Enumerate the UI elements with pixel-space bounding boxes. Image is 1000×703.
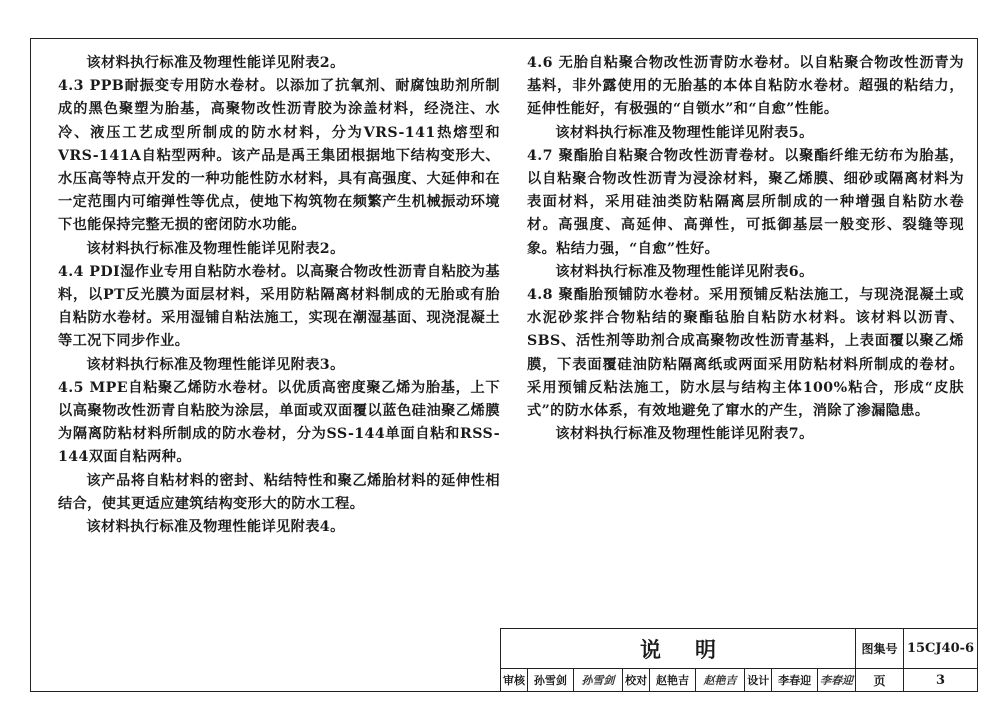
right-para-4: 4.8 聚酯胎预铺防水卷材。采用预铺反粘法施工，与现浇混凝土或水泥砂浆拌合物粘结的聚酯毡胎自粘防水材料。该材料以沥青、SBS、活性剂等助剂合成高聚物改性沥青基料，上表面覆以聚乙烯膜，下表面覆硅油防粘隔离纸或两面采用防粘材料所制成的卷材。采用预铺反粘法施工，防水层与结构主体100%粘合，形成“皮肤式”的防水体系，有效地避免了窜水的产生，消除了渗漏隐患。 (527, 287, 964, 420)
design-signature: 李春迎 (820, 674, 853, 687)
page-number: 3 (904, 669, 978, 691)
title-block (500, 628, 978, 692)
review-name: 孙雪剑 (528, 669, 574, 691)
left-para-6: 该产品将自粘材料的密封、粘结特性和聚乙烯胎材料的延伸性相结合，使其更适应建筑结构变形大的防水工程。 (58, 472, 500, 512)
check-label: 校对 (623, 669, 650, 691)
signature-row (501, 669, 856, 691)
left-para-0: 该材料执行标准及物理性能详见附表2。 (86, 55, 345, 71)
left-column (58, 52, 500, 539)
page-label: 页 (856, 669, 904, 691)
drawing-title: 说明 (501, 629, 856, 669)
review-signature: 孙雪剑 (574, 669, 623, 691)
right-para-0: 4.6 无胎自粘聚合物改性沥青防水卷材。以自粘聚合物改性沥青为基料，非外露使用的无胎基的本体自粘防水卷材。超强的粘结力，延伸性能好，有极强的“自锁水”和“自愈”性能。 (527, 55, 964, 118)
check-signature: 赵艳吉 (696, 669, 745, 691)
atlas-number-label: 图集号 (856, 629, 904, 669)
left-para-2: 该材料执行标准及物理性能详见附表2。 (86, 240, 345, 257)
right-para-2: 4.7 聚酯胎自粘聚合物改性沥青卷材。以聚酯纤维无纺布为胎基，以自粘聚合物改性沥青为浸涂材料，聚乙烯膜、细砂或隔离材料为表面材料，采用硅油类防粘隔离层所制成的一种增强自粘防水卷材。高强度、高延伸、高弹性，可抵御基层一般变形、裂缝等现象。粘结力强，“自愈”性好。 (527, 147, 964, 257)
design-name: 李春迎 (772, 669, 818, 691)
left-para-1: 4.3 PPB耐振变专用防水卷材。以添加了抗氧剂、耐腐蚀助剂所制成的黑色聚塑为胎基，高聚物改性沥青胶为涂盖材料，经浇注、水冷、液压工艺成型所制成的防水材料，分为VRS-141热熔型和VRS-141A自粘型两种。该产品是禹王集团根据地下结构变形大、水压高等特点开发的一种功能性防水材料，具有高强度、大延伸和在一定范围内可缩弹性等优点，使地下构筑物在频繁产生机械振动环境下也能保持完整无损的密闭防水功能。 (58, 78, 500, 234)
left-para-3: 4.4 PDI湿作业专用自粘防水卷材。以高聚合物改性沥青自粘胶为基料，以PT反光膜为面层材料，采用防粘隔离材料制成的无胎或有胎自粘防水卷材。采用湿铺自粘法施工，实现在潮湿基面、现浇混凝土等工况下同步作业。 (58, 263, 500, 350)
right-para-5: 该材料执行标准及物理性能详见附表7。 (555, 426, 814, 443)
left-para-7: 该材料执行标准及物理性能详见附表4。 (86, 519, 345, 536)
right-para-1: 该材料执行标准及物理性能详见附表5。 (555, 124, 814, 141)
left-para-4: 该材料执行标准及物理性能详见附表3。 (86, 356, 345, 373)
left-para-5: 4.5 MPE自粘聚乙烯防水卷材。以优质高密度聚乙烯为胎基，上下以高聚物改性沥青自粘胶为涂层，单面或双面覆以蓝色硅油聚乙烯膜为隔离防粘材料所制成的防水卷材，分为SS-144单面自粘和RSS-144双面自粘两种。 (58, 379, 500, 466)
right-column (527, 52, 964, 446)
review-label: 审核 (501, 669, 528, 691)
check-name: 赵艳吉 (650, 669, 696, 691)
design-label: 设计 (745, 669, 772, 691)
right-para-3: 该材料执行标准及物理性能详见附表6。 (555, 263, 814, 280)
atlas-number: 15CJ40-6 (904, 629, 978, 669)
